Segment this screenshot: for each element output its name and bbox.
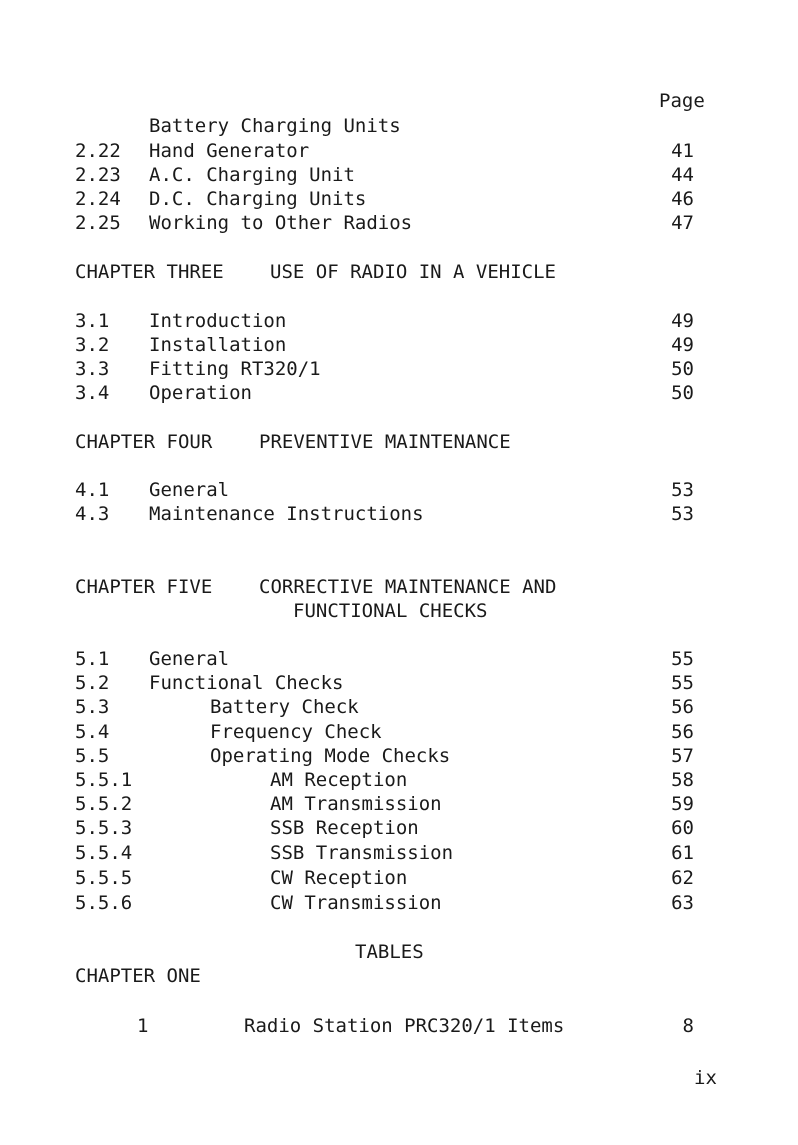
toc-entry-title: Frequency Check (210, 721, 382, 743)
battery-charging-heading: Battery Charging Units (149, 115, 401, 137)
toc-entry-title: D.C. Charging Units (149, 188, 367, 210)
toc-entry-page: 55 (671, 648, 694, 670)
toc-entry-page: 55 (671, 672, 694, 694)
toc-entry-number: 4.1 (75, 479, 110, 501)
toc-entry-page: 49 (671, 310, 694, 332)
toc-entry-number: 5.5.2 (75, 793, 133, 815)
toc-entry-title: Working to Other Radios (149, 212, 413, 234)
toc-entry-title: AM Transmission (270, 793, 442, 815)
toc-entry-title: A.C. Charging Unit (149, 164, 355, 186)
toc-entry-title: General (149, 479, 230, 501)
toc-entry-page: 47 (671, 212, 694, 234)
table-entry-page: 8 (682, 1015, 694, 1037)
toc-entry-page: 41 (671, 140, 694, 162)
toc-entry-number: 5.5.6 (75, 892, 133, 914)
toc-entry-number: 3.3 (75, 358, 110, 380)
toc-entry-number: 5.5.4 (75, 842, 133, 864)
toc-entry-number: 5.5 (75, 745, 110, 767)
table-entry-title: Radio Station PRC320/1 Items (244, 1015, 565, 1037)
toc-entry-number: 3.4 (75, 382, 110, 404)
toc-entry-title: SSB Reception (270, 817, 419, 839)
toc-entry-page: 46 (671, 188, 694, 210)
toc-entry-page: 56 (671, 696, 694, 718)
toc-entry-title: AM Reception (270, 769, 408, 791)
chapter-four-title: PREVENTIVE MAINTENANCE (259, 431, 511, 453)
toc-entry-number: 3.2 (75, 334, 110, 356)
tables-chapter-label: CHAPTER ONE (75, 965, 201, 987)
toc-entry-number: 2.24 (75, 188, 121, 210)
toc-entry-page: 58 (671, 769, 694, 791)
toc-entry-title: Battery Check (210, 696, 359, 718)
chapter-four-label: CHAPTER FOUR (75, 431, 213, 453)
toc-entry-page: 57 (671, 745, 694, 767)
toc-entry-page: 50 (671, 382, 694, 404)
toc-entry-title: Operating Mode Checks (210, 745, 451, 767)
toc-entry-title: General (149, 648, 230, 670)
chapter-five-label: CHAPTER FIVE (75, 576, 213, 598)
toc-entry-number: 5.1 (75, 648, 110, 670)
chapter-five-title: CORRECTIVE MAINTENANCE AND (259, 576, 557, 598)
toc-entry-page: 49 (671, 334, 694, 356)
chapter-three-title: USE OF RADIO IN A VEHICLE (270, 261, 556, 283)
toc-entry-number: 2.25 (75, 212, 121, 234)
toc-entry-title: Functional Checks (149, 672, 344, 694)
toc-entry-title: Fitting RT320/1 (149, 358, 321, 380)
chapter-three-label: CHAPTER THREE (75, 261, 224, 283)
toc-entry-page: 53 (671, 479, 694, 501)
table-entry-number: 1 (137, 1015, 149, 1037)
toc-entry-title: SSB Transmission (270, 842, 454, 864)
toc-entry-page: 62 (671, 867, 694, 889)
tables-heading: TABLES (355, 941, 424, 963)
toc-entry-title: Introduction (149, 310, 287, 332)
toc-entry-number: 5.4 (75, 721, 110, 743)
toc-entry-number: 2.22 (75, 140, 121, 162)
chapter-five-title-line2: FUNCTIONAL CHECKS (293, 600, 488, 622)
toc-entry-page: 61 (671, 842, 694, 864)
toc-entry-page: 60 (671, 817, 694, 839)
toc-entry-title: Installation (149, 334, 287, 356)
toc-entry-page: 50 (671, 358, 694, 380)
toc-entry-title: CW Transmission (270, 892, 442, 914)
toc-entry-title: Maintenance Instructions (149, 503, 424, 525)
toc-entry-page: 44 (671, 164, 694, 186)
toc-entry-page: 53 (671, 503, 694, 525)
toc-entry-number: 5.5.1 (75, 769, 133, 791)
page-column-header: Page (659, 90, 705, 112)
toc-entry-title: Hand Generator (149, 140, 310, 162)
toc-entry-page: 59 (671, 793, 694, 815)
toc-entry-number: 5.5.3 (75, 817, 133, 839)
toc-entry-number: 5.3 (75, 696, 110, 718)
toc-entry-number: 5.2 (75, 672, 110, 694)
toc-entry-number: 3.1 (75, 310, 110, 332)
toc-entry-page: 56 (671, 721, 694, 743)
toc-entry-title: CW Reception (270, 867, 408, 889)
toc-entry-title: Operation (149, 382, 252, 404)
toc-entry-number: 4.3 (75, 503, 110, 525)
toc-entry-number: 5.5.5 (75, 867, 133, 889)
toc-entry-number: 2.23 (75, 164, 121, 186)
toc-entry-page: 63 (671, 892, 694, 914)
page-number: ix (694, 1067, 717, 1089)
